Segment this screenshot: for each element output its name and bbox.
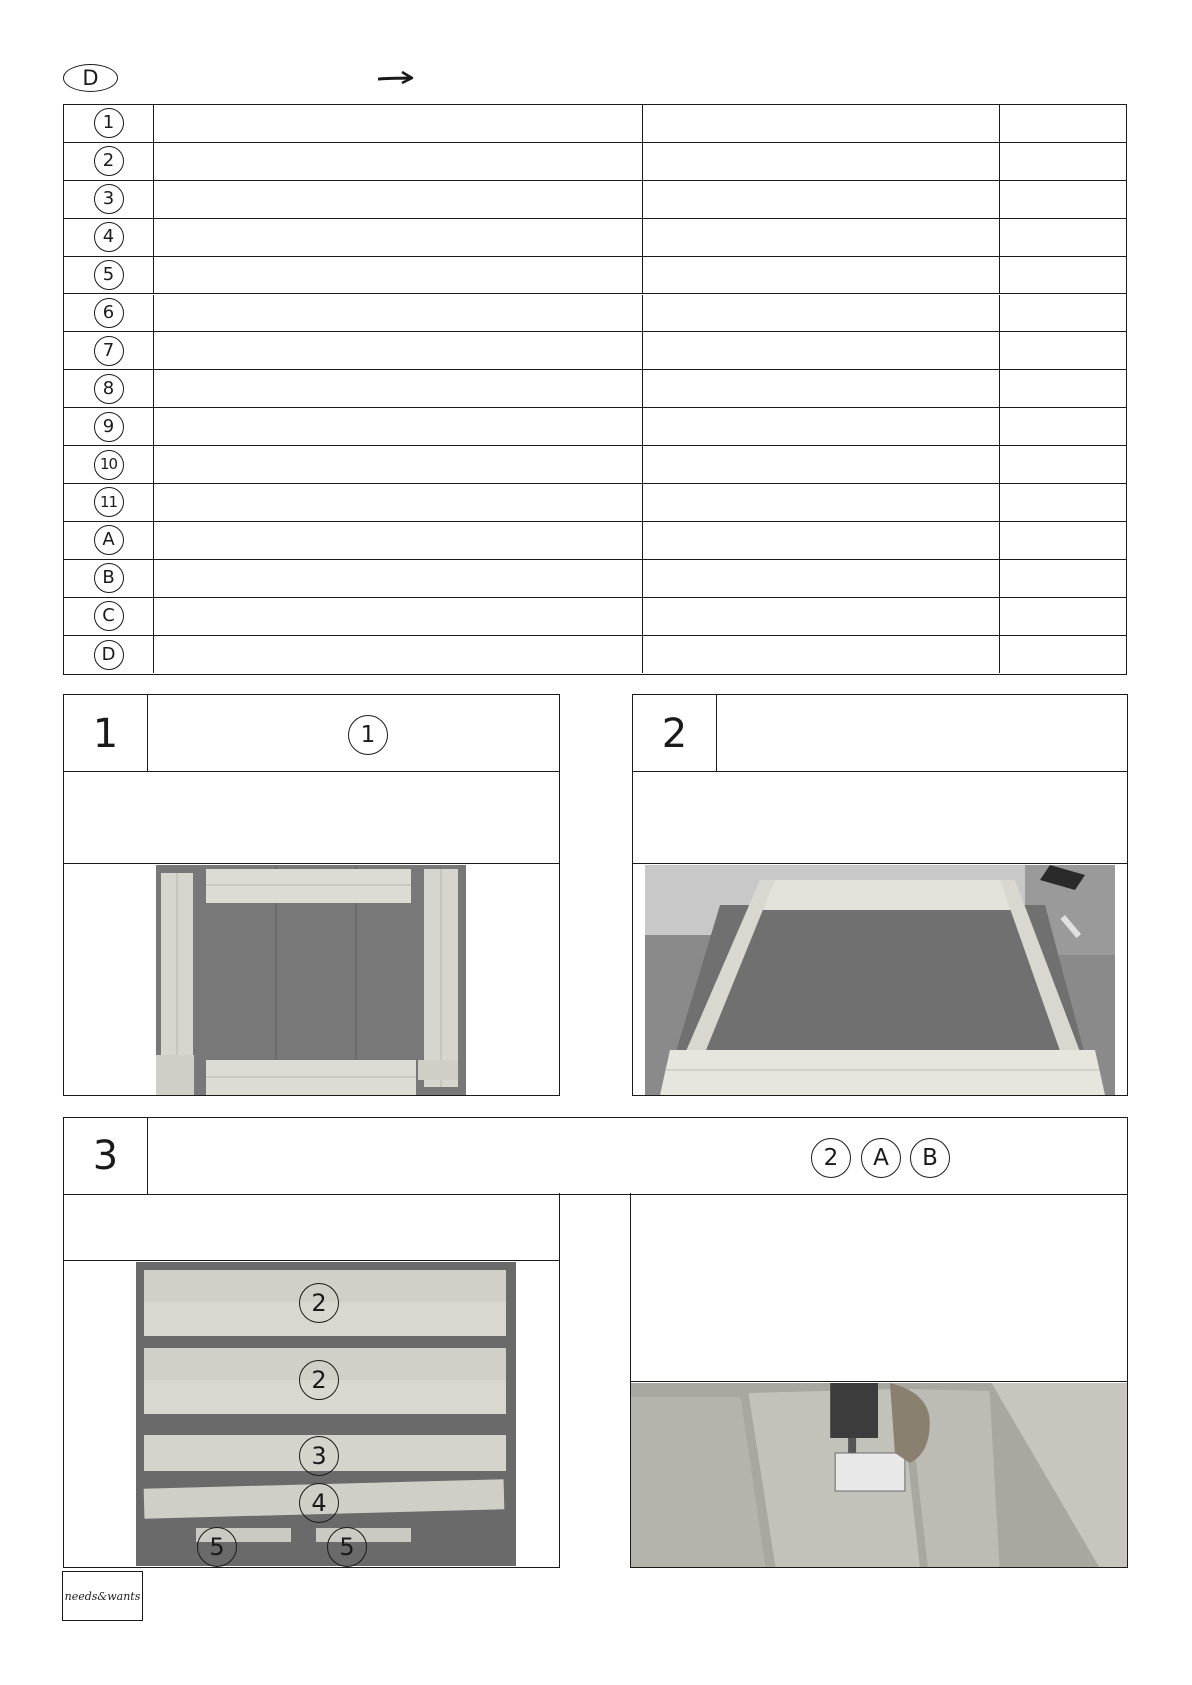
step-1-title	[148, 695, 559, 772]
part-quantity-cell	[1000, 181, 1126, 218]
step-1-number: 1	[64, 695, 148, 772]
photo-part-label: 5	[197, 1527, 237, 1567]
part-quantity-cell	[1000, 560, 1126, 597]
part-name-cell	[154, 181, 643, 218]
part-marker: C	[94, 601, 124, 631]
parts-row	[64, 560, 1126, 598]
step-1-part-marker: 1	[348, 715, 388, 755]
parts-row	[64, 295, 1126, 333]
part-marker: A	[94, 525, 124, 555]
divider	[633, 863, 1127, 864]
part-quantity-cell	[1000, 598, 1126, 635]
parts-row	[64, 332, 1126, 370]
step-3-part-marker: A	[861, 1138, 901, 1178]
step-3-instruction	[631, 1193, 1127, 1381]
photo-part-label: 2	[299, 1283, 339, 1323]
parts-row	[64, 598, 1126, 636]
part-dimension-cell	[643, 408, 1000, 445]
part-quantity-cell	[1000, 332, 1126, 369]
step-2-title	[717, 695, 1127, 772]
part-quantity-cell	[1000, 295, 1126, 332]
parts-row	[64, 408, 1126, 446]
parts-row	[64, 219, 1126, 257]
part-marker: 7	[94, 336, 124, 366]
parts-row	[64, 636, 1126, 674]
step-2-photo	[645, 865, 1115, 1095]
part-name-cell	[154, 598, 643, 635]
divider	[64, 863, 559, 864]
part-name-cell	[154, 408, 643, 445]
divider	[631, 1381, 1127, 1382]
part-name-cell	[154, 370, 643, 407]
step-3-left-panel	[63, 1193, 560, 1568]
part-quantity-cell	[1000, 105, 1126, 142]
brand-name: needs&wants	[64, 1589, 141, 1603]
parts-row	[64, 370, 1126, 408]
part-quantity-cell	[1000, 143, 1126, 180]
part-marker: 5	[94, 260, 124, 290]
step-3-description	[64, 1193, 559, 1261]
part-marker: D	[94, 640, 124, 670]
part-dimension-cell	[643, 598, 1000, 635]
step-1-panel	[63, 694, 560, 1096]
divider	[64, 1260, 559, 1261]
part-marker: 1	[94, 108, 124, 138]
parts-row	[64, 484, 1126, 522]
part-name-cell	[154, 522, 643, 559]
part-dimension-cell	[643, 446, 1000, 483]
part-quantity-cell	[1000, 522, 1126, 559]
part-quantity-cell	[1000, 370, 1126, 407]
language-code: D	[82, 66, 99, 90]
step-1-description	[64, 773, 559, 857]
part-dimension-cell	[643, 181, 1000, 218]
part-name-cell	[154, 105, 643, 142]
parts-row	[64, 143, 1126, 181]
part-dimension-cell	[643, 522, 1000, 559]
step-3-header	[63, 1117, 1128, 1195]
part-marker: B	[94, 563, 124, 593]
step-3-drilling-photo	[631, 1383, 1127, 1567]
part-quantity-cell	[1000, 257, 1126, 294]
photo-part-label: 5	[327, 1527, 367, 1567]
step-2-description	[633, 773, 1127, 857]
parts-row	[64, 181, 1126, 219]
part-name-cell	[154, 446, 643, 483]
part-dimension-cell	[643, 370, 1000, 407]
part-quantity-cell	[1000, 636, 1126, 674]
part-name-cell	[154, 636, 643, 674]
part-marker: 4	[94, 222, 124, 252]
part-dimension-cell	[643, 105, 1000, 142]
divider	[633, 771, 1127, 772]
parts-table	[63, 104, 1127, 675]
part-dimension-cell	[643, 257, 1000, 294]
part-marker: 6	[94, 298, 124, 328]
part-marker: 3	[94, 184, 124, 214]
part-dimension-cell	[643, 295, 1000, 332]
arrow-right-icon	[378, 70, 414, 86]
parts-row	[64, 522, 1126, 560]
parts-row	[64, 446, 1126, 484]
part-name-cell	[154, 257, 643, 294]
step-2-number: 2	[633, 695, 717, 772]
part-quantity-cell	[1000, 219, 1126, 256]
part-dimension-cell	[643, 143, 1000, 180]
part-marker: 10	[94, 450, 124, 480]
part-name-cell	[154, 484, 643, 521]
photo-part-label: 4	[299, 1483, 339, 1523]
part-name-cell	[154, 143, 643, 180]
parts-row	[64, 105, 1126, 143]
part-name-cell	[154, 295, 643, 332]
step-2-panel	[632, 694, 1128, 1096]
part-marker: 9	[94, 412, 124, 442]
part-dimension-cell	[643, 332, 1000, 369]
brand-logo	[62, 1571, 143, 1621]
part-marker: 8	[94, 374, 124, 404]
part-name-cell	[154, 560, 643, 597]
part-marker: 2	[94, 146, 124, 176]
photo-part-label: 2	[299, 1360, 339, 1400]
part-name-cell	[154, 332, 643, 369]
photo-part-label: 3	[299, 1436, 339, 1476]
step-3-title	[148, 1118, 1127, 1194]
step-3-right-panel	[630, 1193, 1128, 1568]
part-dimension-cell	[643, 560, 1000, 597]
divider	[64, 771, 559, 772]
part-dimension-cell	[643, 484, 1000, 521]
part-dimension-cell	[643, 219, 1000, 256]
part-marker: 11	[94, 487, 124, 517]
part-dimension-cell	[643, 636, 1000, 674]
step-3-part-marker: 2	[811, 1138, 851, 1178]
part-quantity-cell	[1000, 484, 1126, 521]
language-badge	[63, 64, 118, 92]
part-name-cell	[154, 219, 643, 256]
step-3-part-marker: B	[910, 1138, 950, 1178]
parts-row	[64, 257, 1126, 295]
part-quantity-cell	[1000, 408, 1126, 445]
part-quantity-cell	[1000, 446, 1126, 483]
step-1-photo	[156, 865, 466, 1095]
step-3-number: 3	[64, 1118, 148, 1194]
